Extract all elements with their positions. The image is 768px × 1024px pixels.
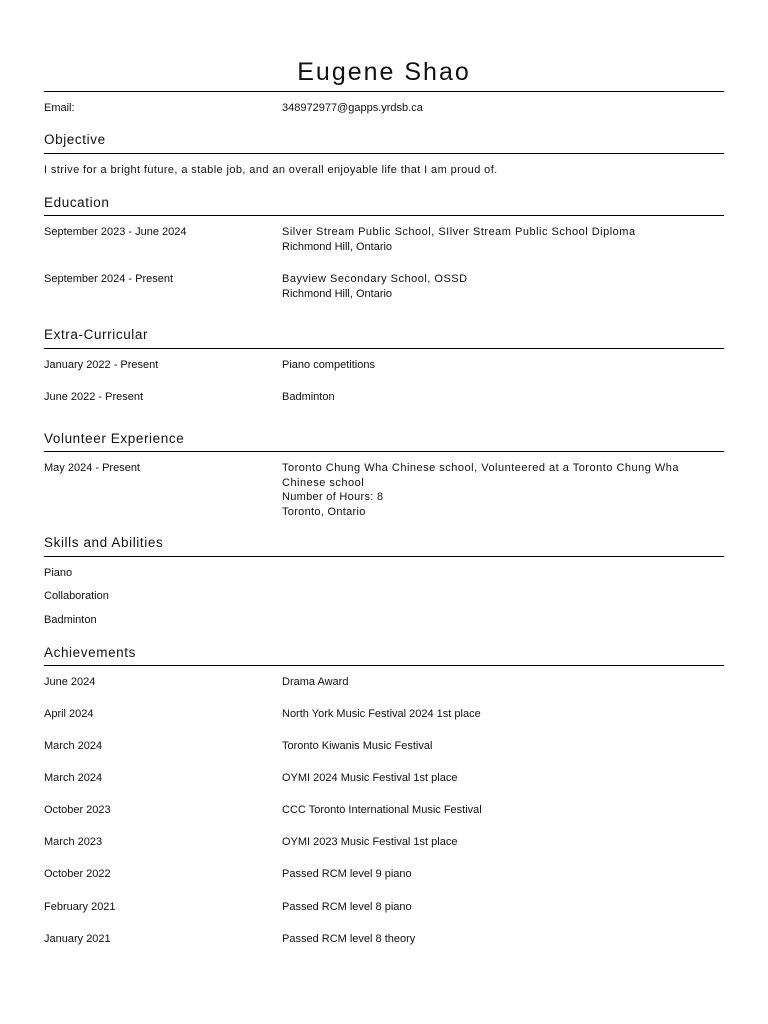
achievement-title: CCC Toronto International Music Festival: [282, 804, 482, 816]
email-label: Email:: [44, 102, 75, 114]
extracurricular-activity: Piano competitions: [282, 359, 375, 371]
skills-divider: [44, 556, 724, 557]
achievement-date: June 2024: [44, 676, 96, 688]
achievement-date: October 2022: [44, 868, 111, 880]
volunteer-hours: Number of Hours: 8: [282, 491, 384, 503]
skill-item: Collaboration: [44, 590, 109, 602]
education-date: September 2023 - June 2024: [44, 226, 187, 238]
extracurricular-activity: Badminton: [282, 391, 335, 403]
extracurricular-date: June 2022 - Present: [44, 391, 144, 403]
objective-text: I strive for a bright future, a stable job, and an overall enjoyable life that I am proud of.: [44, 164, 498, 176]
achievement-title: Drama Award: [282, 676, 349, 688]
achievement-date: January 2021: [44, 933, 111, 945]
skill-item: Piano: [44, 567, 73, 579]
education-date: September 2024 - Present: [44, 273, 174, 285]
achievement-title: Passed RCM level 9 piano: [282, 868, 412, 880]
achievement-date: October 2023: [44, 804, 111, 816]
volunteer-date: May 2024 - Present: [44, 462, 140, 474]
extracurricular-date: January 2022 - Present: [44, 359, 159, 371]
volunteer-organization: Toronto Chung Wha Chinese school, Volunteered at a Toronto Chung Wha Chinese school: [282, 462, 680, 489]
email-value[interactable]: 348972977@gapps.yrdsb.ca: [282, 102, 423, 114]
achievement-title: OYMI 2024 Music Festival 1st place: [282, 772, 458, 784]
achievement-date: March 2024: [44, 740, 103, 752]
achievement-title: Passed RCM level 8 piano: [282, 901, 412, 913]
section-title-extracurricular: Extra-Curricular: [44, 327, 149, 342]
achievement-date: March 2023: [44, 836, 103, 848]
education-location: Richmond Hill, Ontario: [282, 240, 393, 253]
achievement-title: Toronto Kiwanis Music Festival: [282, 740, 433, 752]
objective-divider: [44, 153, 724, 154]
achievement-date: February 2021: [44, 901, 116, 913]
section-title-skills: Skills and Abilities: [44, 535, 164, 550]
skill-item: Badminton: [44, 614, 97, 626]
education-location: Richmond Hill, Ontario: [282, 287, 393, 300]
education-divider: [44, 215, 724, 216]
achievement-title: Passed RCM level 8 theory: [282, 933, 416, 945]
header-divider: [44, 91, 724, 92]
extracurricular-divider: [44, 348, 724, 349]
section-title-education: Education: [44, 195, 110, 210]
section-title-objective: Objective: [44, 132, 106, 147]
achievement-title: OYMI 2023 Music Festival 1st place: [282, 836, 458, 848]
section-title-achievements: Achievements: [44, 645, 136, 660]
achievement-date: April 2024: [44, 708, 94, 720]
volunteer-location: Toronto, Ontario: [282, 505, 366, 518]
achievements-divider: [44, 665, 724, 666]
education-school: Bayview Secondary School, OSSD: [282, 273, 468, 285]
section-title-volunteer: Volunteer Experience: [44, 431, 185, 446]
resume-name: Eugene Shao: [297, 58, 471, 86]
education-school: Silver Stream Public School, SIlver Stream Public School Diploma: [282, 226, 636, 238]
achievement-date: March 2024: [44, 772, 103, 784]
achievement-title: North York Music Festival 2024 1st place: [282, 708, 481, 720]
volunteer-divider: [44, 451, 724, 452]
